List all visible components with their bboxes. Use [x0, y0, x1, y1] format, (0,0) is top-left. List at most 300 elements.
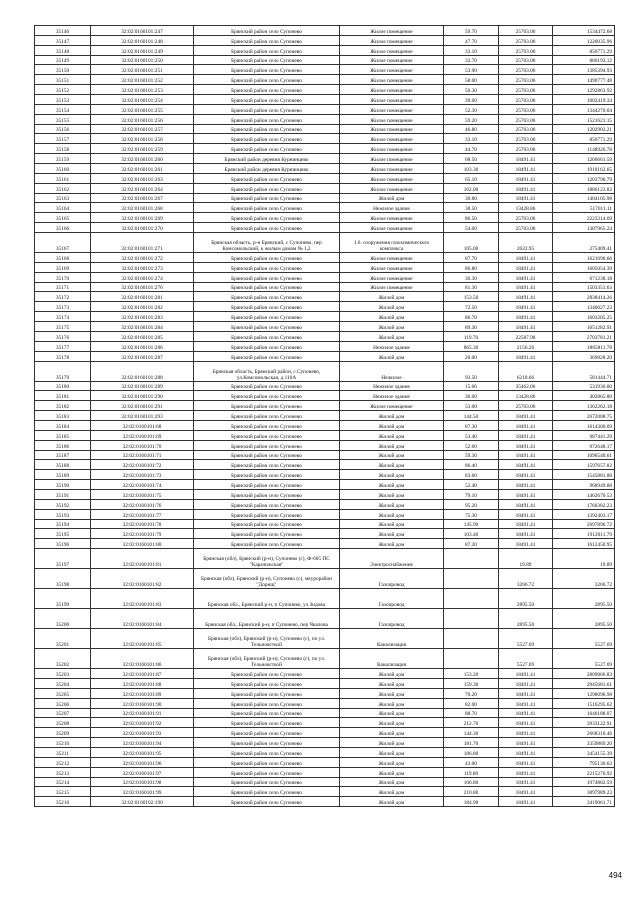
object-type-cell: Жилой дом: [340, 460, 444, 470]
area-cell: 58.00: [444, 75, 499, 85]
cadastral-number-cell: 32:02:0160101:93: [91, 728, 194, 738]
cadastral-value-cell: 1886123.82: [553, 183, 615, 193]
table-row: [35, 747, 615, 757]
area-cell: 33.10: [444, 134, 499, 144]
area-cell: 15.06: [444, 381, 499, 391]
address-cell: Брянский район село Супонево: [194, 470, 340, 480]
cadastral-number-cell: 32:02:0160101:269: [91, 213, 194, 223]
address-cell: Брянская (обл), Брянский (р-н), Супонево (с), Ф-605 ПС "Карачижская": [194, 549, 340, 569]
object-type-cell: Жилой дом: [340, 728, 444, 738]
address-cell: Брянский район село Супонево: [194, 708, 340, 718]
address-cell: Брянский район село Супонево: [194, 144, 340, 154]
table-row: [35, 282, 615, 292]
table-row: [35, 499, 615, 509]
table-row: [35, 728, 615, 738]
area-cell: 47.70: [444, 35, 499, 45]
cadastral-cost-per-unit-cell: 18491.41: [499, 322, 553, 332]
cadastral-number-cell: 32:02:0160101:271: [91, 233, 194, 253]
cadastral-cost-per-unit-cell: 18491.41: [499, 747, 553, 757]
row-number-cell: 35146: [35, 26, 91, 36]
cadastral-value-cell: 2223314.69: [553, 213, 615, 223]
object-type-cell: Жилой дом: [340, 519, 444, 529]
row-number-cell: 35205: [35, 688, 91, 698]
area-cell: 87.70: [444, 253, 499, 263]
object-type-cell: Жилой дом: [340, 193, 444, 203]
object-type-cell: Жилое помещение: [340, 262, 444, 272]
address-cell: Брянский район село Супонево: [194, 55, 340, 65]
cadastral-number-cell: 32:02:0160101:68: [91, 420, 194, 430]
address-cell: Брянский район село Супонево: [194, 718, 340, 728]
row-number-cell: 35178: [35, 351, 91, 361]
cadastral-cost-per-unit-cell: 25703.06: [499, 95, 553, 105]
object-type-cell: Жилой дом: [340, 718, 444, 728]
cadastral-value-cell: 1534472.68: [553, 26, 615, 36]
table-row: [35, 312, 615, 322]
cadastral-cost-per-unit-cell: 18491.41: [499, 489, 553, 499]
cadastral-value-cell: 866193.12: [553, 55, 615, 65]
cadastral-cost-per-unit-cell: 18491.41: [499, 292, 553, 302]
table-row: [35, 489, 615, 499]
cadastral-number-cell: 32:02:0160101:86: [91, 649, 194, 669]
area-cell: 186.80: [444, 747, 499, 757]
cadastral-cost-per-unit-cell: 25703.06: [499, 75, 553, 85]
table-row: [35, 322, 615, 332]
cadastral-number-cell: 32:02:0160101:87: [91, 669, 194, 679]
table-row: [35, 262, 615, 272]
cadastral-value-cell: 1597657.82: [553, 460, 615, 470]
cadastral-cost-per-unit-cell: 18491.41: [499, 757, 553, 767]
row-number-cell: 35162: [35, 183, 91, 193]
area-cell: 54.00: [444, 223, 499, 233]
cadastral-cost-per-unit-cell: 18491.41: [499, 420, 553, 430]
cadastral-cost-per-unit-cell: 18491.41: [499, 164, 553, 174]
cadastral-cost-per-unit-cell: 18491.41: [499, 193, 553, 203]
object-type-cell: Жилой дом: [340, 509, 444, 519]
area-cell: 30.00: [444, 391, 499, 401]
cadastral-number-cell: 32:02:0160101:293: [91, 411, 194, 421]
cadastral-value-cell: 1612450.95: [553, 539, 615, 549]
table-row: [35, 519, 615, 529]
cadastral-number-cell: 32:02:0160101:78: [91, 519, 194, 529]
cadastral-number-cell: 32:02:0160101:273: [91, 262, 194, 272]
address-cell: Брянский район село Супонево: [194, 420, 340, 430]
area-cell: 86.70: [444, 312, 499, 322]
table-row: [35, 411, 615, 421]
object-type-cell: Жилой дом: [340, 470, 444, 480]
cadastral-number-cell: 32:02:0160101:274: [91, 272, 194, 282]
row-number-cell: 35188: [35, 460, 91, 470]
area-cell: 59.30: [444, 450, 499, 460]
cadastral-cost-per-unit-cell: 18491.41: [499, 499, 553, 509]
address-cell: Брянский район село Супонево: [194, 669, 340, 679]
cadastral-number-cell: 32:02:0160101:94: [91, 738, 194, 748]
cadastral-number-cell: 32:02:0160101:73: [91, 470, 194, 480]
address-cell: Брянский район село Супонево: [194, 272, 340, 282]
address-cell: Брянский район село Супонево: [194, 698, 340, 708]
address-cell: Брянский район село Супонево: [194, 302, 340, 312]
address-cell: Брянский район село Супонево: [194, 440, 340, 450]
area-cell: 210.80: [444, 787, 499, 797]
cadastral-cost-per-unit-cell: 25703.06: [499, 124, 553, 134]
cadastral-number-cell: 32:02:0160101:256: [91, 114, 194, 124]
object-type-cell: Газопровод: [340, 569, 444, 589]
address-cell: Брянский район село Супонево: [194, 203, 340, 213]
cadastral-cost-per-unit-cell: 25703.06: [499, 45, 553, 55]
cadastral-cost-per-unit-cell: 18491.41: [499, 411, 553, 421]
table-row: [35, 55, 615, 65]
row-number-cell: 35180: [35, 381, 91, 391]
table-row: [35, 430, 615, 440]
cadastral-number-cell: 32:02:0160101:291: [91, 401, 194, 411]
table-row: [35, 777, 615, 787]
cadastral-value-cell: 1226035.96: [553, 35, 615, 45]
cadastral-value-cell: 2672008.75: [553, 411, 615, 421]
table-row: [35, 35, 615, 45]
cadastral-value-cell: 1503351.63: [553, 282, 615, 292]
address-cell: Брянский район село Супонево: [194, 253, 340, 263]
object-type-cell: Жилое помещение: [340, 173, 444, 183]
cadastral-number-cell: 32:02:0160101:90: [91, 698, 194, 708]
cadastral-value-cell: 1651282.91: [553, 322, 615, 332]
object-type-cell: Жилой дом: [340, 480, 444, 490]
row-number-cell: 35163: [35, 193, 91, 203]
cadastral-value-cell: 1404105.98: [553, 193, 615, 203]
table-row: [35, 529, 615, 539]
area-cell: 52.40: [444, 480, 499, 490]
object-type-cell: Жилой дом: [340, 411, 444, 421]
table-row: [35, 114, 615, 124]
row-number-cell: 35184: [35, 420, 91, 430]
cadastral-cost-per-unit-cell: 25703.06: [499, 223, 553, 233]
table-row: [35, 331, 615, 341]
object-type-cell: Жилой дом: [340, 440, 444, 450]
cadastral-cost-per-unit-cell: 18491.41: [499, 183, 553, 193]
row-number-cell: 35164: [35, 203, 91, 213]
object-type-cell: Жилое помещение: [340, 183, 444, 193]
cadastral-cost-per-unit-cell: 18491.41: [499, 351, 553, 361]
area-cell: 68.50: [444, 154, 499, 164]
address-cell: Брянский район село Супонево: [194, 134, 340, 144]
cadastral-cost-per-unit-cell: 18491.41: [499, 529, 553, 539]
area-cell: 52.30: [444, 104, 499, 114]
cadastral-number-cell: 32:02:0160101:270: [91, 223, 194, 233]
area-cell: 83.60: [444, 470, 499, 480]
row-number-cell: 35206: [35, 698, 91, 708]
row-number-cell: 35203: [35, 669, 91, 679]
cadastral-number-cell: 32:02:0160101:272: [91, 253, 194, 263]
cadastral-value-cell: 19.89: [553, 549, 615, 569]
cadastral-value-cell: 1344270.04: [553, 104, 615, 114]
cadastral-number-cell: 32:02:0160101:69: [91, 430, 194, 440]
table-row: [35, 134, 615, 144]
cadastral-value-cell: 1603205.25: [553, 312, 615, 322]
area-cell: 33.70: [444, 55, 499, 65]
address-cell: Брянская обл., Брянский р-н, п Супонево, ул Зидова: [194, 589, 340, 609]
row-number-cell: 35153: [35, 95, 91, 105]
cadastral-value-cell: 1292863.92: [553, 85, 615, 95]
cadastral-cost-per-unit-cell: 22587.98: [499, 331, 553, 341]
address-cell: Брянский район село Супонево: [194, 509, 340, 519]
area-cell: 86.50: [444, 213, 499, 223]
cadastral-value-cell: 1614300.09: [553, 420, 615, 430]
area-cell: 38.50: [444, 203, 499, 213]
area-cell: 79.10: [444, 489, 499, 499]
table-row: [35, 164, 615, 174]
object-type-cell: Жилое помещение: [340, 124, 444, 134]
cadastral-number-cell: 32:02:0160101:99: [91, 787, 194, 797]
cadastral-value-cell: 1974882.59: [553, 777, 615, 787]
row-number-cell: 35190: [35, 480, 91, 490]
cadastral-value-cell: 1621696.66: [553, 253, 615, 263]
cadastral-cost-per-unit-cell: 5527.69: [499, 629, 553, 649]
cadastral-cost-per-unit-cell: 18491.41: [499, 777, 553, 787]
address-cell: Брянский район село Супонево: [194, 341, 340, 351]
cadastral-number-cell: 32:02:0160101:260: [91, 154, 194, 164]
table-row: [35, 549, 615, 569]
area-cell: 86.80: [444, 262, 499, 272]
object-type-cell: Жилой дом: [340, 430, 444, 440]
address-cell: Брянский район село Супонево: [194, 519, 340, 529]
table-row: [35, 509, 615, 519]
row-number-cell: 35168: [35, 253, 91, 263]
cadastral-value-cell: 3933122.91: [553, 718, 615, 728]
area-cell: 86.40: [444, 460, 499, 470]
cadastral-value-cell: 850771.29: [553, 134, 615, 144]
cadastral-number-cell: 32:02:0160101:79: [91, 529, 194, 539]
object-type-cell: Нежилое: [340, 361, 444, 381]
row-number-cell: 35198: [35, 569, 91, 589]
cadastral-value-cell: 1912011.79: [553, 529, 615, 539]
cadastral-number-cell: 32:02:0160101:255: [91, 104, 194, 114]
cadastral-cost-per-unit-cell: 6218.66: [499, 361, 553, 381]
area-cell: 144.30: [444, 728, 499, 738]
cadastral-cost-per-unit-cell: 13428.86: [499, 203, 553, 213]
object-type-cell: Газопровод: [340, 609, 444, 629]
cadastral-number-cell: 32:02:0160101:77: [91, 509, 194, 519]
object-type-cell: Жилой дом: [340, 322, 444, 332]
cadastral-cost-per-unit-cell: 25703.06: [499, 144, 553, 154]
object-type-cell: Жилое помещение: [340, 114, 444, 124]
cadastral-number-cell: 32:02:0160101:286: [91, 341, 194, 351]
cadastral-value-cell: 1865811.78: [553, 341, 615, 351]
object-type-cell: Жилой дом: [340, 797, 444, 807]
table-row: [35, 460, 615, 470]
area-cell: 103.30: [444, 164, 499, 174]
table-row: [35, 470, 615, 480]
object-type-cell: Жилое помещение: [340, 65, 444, 75]
row-number-cell: 35187: [35, 450, 91, 460]
table-row: [35, 233, 615, 253]
area-cell: 89.30: [444, 322, 499, 332]
row-number-cell: 35159: [35, 154, 91, 164]
area-cell: 144.50: [444, 411, 499, 421]
cadastral-value-cell: 795130.63: [553, 757, 615, 767]
cadastral-cost-per-unit-cell: 18491.41: [499, 738, 553, 748]
object-type-cell: Канализация: [340, 649, 444, 669]
object-type-cell: Жилое помещение: [340, 85, 444, 95]
area-cell: 72.50: [444, 302, 499, 312]
row-number-cell: 35216: [35, 797, 91, 807]
cadastral-number-cell: 32:02:0160101:247: [91, 26, 194, 36]
cadastral-value-cell: 2668310.46: [553, 728, 615, 738]
row-number-cell: 35166: [35, 223, 91, 233]
cadastral-value-cell: 3897989.23: [553, 787, 615, 797]
page-number: 494: [608, 871, 622, 880]
table-row: [35, 381, 615, 391]
area-cell: 75.30: [444, 509, 499, 519]
cadastral-cost-per-unit-cell: 18491.41: [499, 787, 553, 797]
cadastral-number-cell: 32:02:0160101:263: [91, 173, 194, 183]
address-cell: Брянский район село Супонево: [194, 351, 340, 361]
cadastral-value-cell: 3454155.39: [553, 747, 615, 757]
object-type-cell: Жилой дом: [340, 420, 444, 430]
object-type-cell: Нежилое здание: [340, 381, 444, 391]
row-number-cell: 35211: [35, 747, 91, 757]
cadastral-cost-per-unit-cell: 18491.41: [499, 302, 553, 312]
address-cell: Брянский район село Супонево: [194, 312, 340, 322]
cadastral-number-cell: 32:02:0160101:85: [91, 629, 194, 649]
cadastral-cost-per-unit-cell: 18491.41: [499, 253, 553, 263]
object-type-cell: Жилой дом: [340, 302, 444, 312]
area-cell: [444, 649, 499, 669]
cadastral-cost-per-unit-cell: 25703.06: [499, 401, 553, 411]
cadastral-value-cell: 517011.11: [553, 203, 615, 213]
cadastral-cost-per-unit-cell: 18491.41: [499, 688, 553, 698]
cadastral-value-cell: 2945681.61: [553, 678, 615, 688]
area-cell: 87.30: [444, 420, 499, 430]
cadastral-cost-per-unit-cell: 2156.26: [499, 341, 553, 351]
address-cell: Брянский район село Супонево: [194, 65, 340, 75]
area-cell: 93.50: [444, 361, 499, 381]
cadastral-cost-per-unit-cell: 25703.06: [499, 114, 553, 124]
address-cell: Брянский район село Супонево: [194, 460, 340, 470]
cadastral-number-cell: 32:02:0160101:288: [91, 361, 194, 381]
cadastral-number-cell: 32:02:0160101:89: [91, 688, 194, 698]
cadastral-number-cell: 32:02:0160101:92: [91, 718, 194, 728]
row-number-cell: 35152: [35, 85, 91, 95]
table-row: [35, 104, 615, 114]
cadastral-cost-per-unit-cell: 18491.41: [499, 470, 553, 480]
cadastral-cost-per-unit-cell: 18491.41: [499, 282, 553, 292]
object-type-cell: Жилое помещение: [340, 55, 444, 65]
row-number-cell: 35149: [35, 55, 91, 65]
table-row: [35, 609, 615, 629]
cadastral-number-cell: 32:02:0160101:284: [91, 322, 194, 332]
object-type-cell: Жилой дом: [340, 539, 444, 549]
object-type-cell: Жилое помещение: [340, 35, 444, 45]
cadastral-value-cell: 2703781.21: [553, 331, 615, 341]
address-cell: Брянский район село Супонево: [194, 45, 340, 55]
area-cell: [444, 609, 499, 629]
object-type-cell: Жилой дом: [340, 757, 444, 767]
cadastral-value-cell: 402865.80: [553, 391, 615, 401]
address-cell: Брянский район село Супонево: [194, 381, 340, 391]
table-row: [35, 223, 615, 233]
area-cell: 119.70: [444, 331, 499, 341]
cadastral-number-cell: 32:02:0160101:285: [91, 331, 194, 341]
cadastral-value-cell: 1521621.15: [553, 114, 615, 124]
address-cell: Брянский район деревня Курнинцево: [194, 164, 340, 174]
cadastral-cost-per-unit-cell: 18491.41: [499, 480, 553, 490]
cadastral-cost-per-unit-cell: 2895.50: [499, 589, 553, 609]
table-row: [35, 787, 615, 797]
cadastral-number-cell: 32:02:0160101:253: [91, 85, 194, 95]
row-number-cell: 35213: [35, 767, 91, 777]
object-type-cell: Жилой дом: [340, 708, 444, 718]
area-cell: 212.70: [444, 718, 499, 728]
row-number-cell: 35171: [35, 282, 91, 292]
row-number-cell: 35196: [35, 539, 91, 549]
cadastral-cost-per-unit-cell: 18491.41: [499, 519, 553, 529]
row-number-cell: 35214: [35, 777, 91, 787]
row-number-cell: 35165: [35, 213, 91, 223]
address-cell: Брянская (обл), Брянский (р-н), Супонево (с), по ул. Тельновсткой: [194, 629, 340, 649]
object-type-cell: Жилое помещение: [340, 154, 444, 164]
address-cell: Брянская (обл), Брянский (р-н), Супонево (с), по ул. Тельновсткой: [194, 649, 340, 669]
row-number-cell: 35155: [35, 114, 91, 124]
cadastral-value-cell: 1462670.53: [553, 489, 615, 499]
register-table-body: [35, 26, 615, 807]
area-cell: 44.70: [444, 144, 499, 154]
address-cell: Брянский район село Супонево: [194, 728, 340, 738]
area-cell: 159.30: [444, 678, 499, 688]
row-number-cell: 35207: [35, 708, 91, 718]
address-cell: Брянский район село Супонево: [194, 489, 340, 499]
address-cell: Брянский район село Супонево: [194, 688, 340, 698]
cadastral-value-cell: 1202903.21: [553, 124, 615, 134]
address-cell: Брянская область, р-н Брянский, с Супонево, пер Комсомольский, к жилым домам № 1,2: [194, 233, 340, 253]
address-cell: Брянский район село Супонево: [194, 85, 340, 95]
cadastral-cost-per-unit-cell: 25703.06: [499, 213, 553, 223]
area-cell: 53.90: [444, 65, 499, 75]
address-cell: Брянский район село Супонево: [194, 104, 340, 114]
cadastral-value-cell: 2838414.26: [553, 292, 615, 302]
cadastral-number-cell: 32:02:0160101:248: [91, 35, 194, 45]
table-row: [35, 173, 615, 183]
address-cell: Брянский район село Супонево: [194, 797, 340, 807]
row-number-cell: 35154: [35, 104, 91, 114]
cadastral-number-cell: 32:02:0160101:80: [91, 539, 194, 549]
cadastral-number-cell: 32:02:0160101:75: [91, 489, 194, 499]
table-row: [35, 669, 615, 679]
cadastral-cost-per-unit-cell: 18491.41: [499, 460, 553, 470]
cadastral-number-cell: 32:02:0160101:259: [91, 144, 194, 154]
address-cell: Брянский район село Супонево: [194, 331, 340, 341]
table-row: [35, 797, 615, 807]
area-cell: 36.30: [444, 272, 499, 282]
cadastral-number-cell: 32:02:0160101:287: [91, 351, 194, 361]
object-type-cell: Жилой дом: [340, 331, 444, 341]
cadastral-value-cell: 1605054.39: [553, 262, 615, 272]
object-type-cell: Жилой дом: [340, 312, 444, 322]
row-number-cell: 35186: [35, 440, 91, 450]
table-row: [35, 45, 615, 55]
cadastral-cost-per-unit-cell: 25703.06: [499, 104, 553, 114]
table-row: [35, 688, 615, 698]
cadastral-number-cell: 32:02:0160101:282: [91, 302, 194, 312]
cadastral-number-cell: 32:02:0160101:96: [91, 757, 194, 767]
table-row: [35, 450, 615, 460]
cadastral-number-cell: 32:02:0160101:81: [91, 549, 194, 569]
object-type-cell: Жилое помещение: [340, 144, 444, 154]
table-row: [35, 678, 615, 688]
cadastral-number-cell: 32:02:0160101:257: [91, 124, 194, 134]
cadastral-number-cell: 32:02:0160101:283: [91, 312, 194, 322]
area-cell: 30.80: [444, 193, 499, 203]
cadastral-cost-per-unit-cell: 18491.41: [499, 450, 553, 460]
object-type-cell: Жилое помещение: [340, 134, 444, 144]
cadastral-cost-per-unit-cell: 2622.95: [499, 233, 553, 253]
